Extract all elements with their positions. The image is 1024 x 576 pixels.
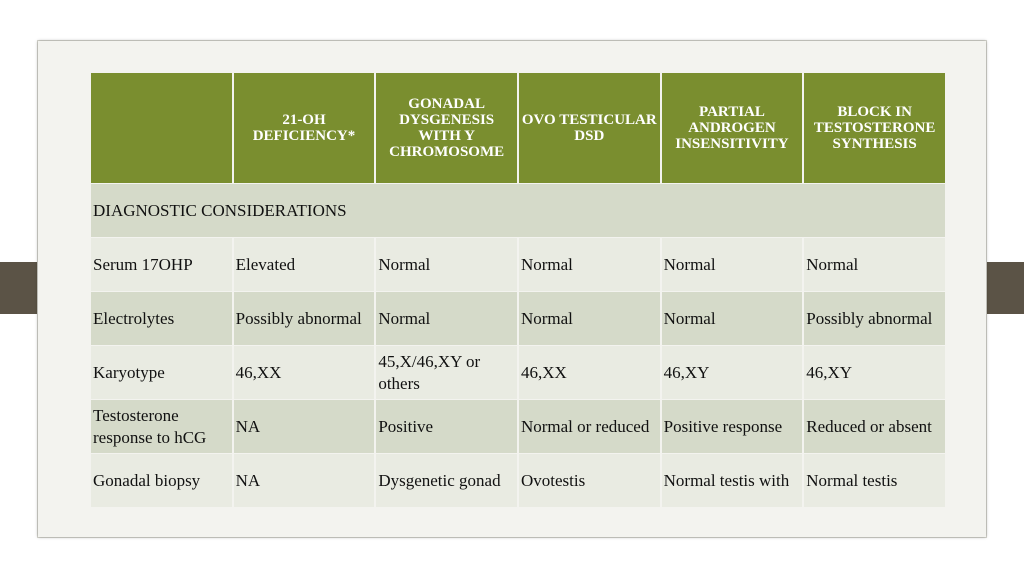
table-cell: NA bbox=[234, 400, 375, 453]
table-cell: Normal testis bbox=[804, 454, 945, 507]
table-cell: Normal bbox=[376, 238, 517, 291]
table-cell: Normal bbox=[804, 238, 945, 291]
header-block-testosterone-synthesis: BLOCK IN TESTOSTERONE SYNTHESIS bbox=[804, 73, 945, 183]
header-cell-blank bbox=[91, 73, 232, 183]
header-row bbox=[91, 73, 945, 183]
table-cell: 46,XX bbox=[519, 346, 660, 399]
header-21oh-deficiency: 21-OH DEFICIENCY* bbox=[234, 73, 375, 183]
table-cell: Normal bbox=[519, 292, 660, 345]
table-cell: Normal or reduced bbox=[519, 400, 660, 453]
section-row bbox=[91, 184, 945, 237]
header-ovotesticular-dsd: OVO TESTICULAR DSD bbox=[519, 73, 660, 183]
table-row bbox=[91, 238, 945, 291]
table-cell: 46,XX bbox=[234, 346, 375, 399]
table-cell: Possibly abnormal bbox=[234, 292, 375, 345]
table-cell: Possibly abnormal bbox=[804, 292, 945, 345]
table-cell: Normal bbox=[519, 238, 660, 291]
table-cell: 46,XY bbox=[804, 346, 945, 399]
table-cell: 46,XY bbox=[662, 346, 803, 399]
header-gonadal-dysgenesis: GONADAL DYSGENESIS WITH Y CHROMOSOME bbox=[376, 73, 517, 183]
table-row bbox=[91, 400, 945, 453]
table-cell: Positive bbox=[376, 400, 517, 453]
diagnostic-table bbox=[89, 72, 947, 508]
row-label: Gonadal biopsy bbox=[91, 454, 232, 507]
table-row bbox=[91, 346, 945, 399]
row-label: Serum 17OHP bbox=[91, 238, 232, 291]
table-cell: NA bbox=[234, 454, 375, 507]
table-cell: 45,X/46,XY or others bbox=[376, 346, 517, 399]
table-cell: Normal bbox=[662, 238, 803, 291]
table-cell: Reduced or absent bbox=[804, 400, 945, 453]
row-label: Karyotype bbox=[91, 346, 232, 399]
table-cell: Elevated bbox=[234, 238, 375, 291]
table-cell: Dysgenetic gonad bbox=[376, 454, 517, 507]
table-cell: Normal testis with bbox=[662, 454, 803, 507]
table-row bbox=[91, 292, 945, 345]
table-cell: Normal bbox=[376, 292, 517, 345]
section-title: DIAGNOSTIC CONSIDERATIONS bbox=[91, 184, 945, 237]
row-label: Testosterone response to hCG bbox=[91, 400, 232, 453]
header-partial-androgen-insensitivity: PARTIAL ANDROGEN INSENSITIVITY bbox=[662, 73, 803, 183]
table-cell: Positive response bbox=[662, 400, 803, 453]
row-label: Electrolytes bbox=[91, 292, 232, 345]
table-cell: Normal bbox=[662, 292, 803, 345]
table-cell: Ovotestis bbox=[519, 454, 660, 507]
table-row bbox=[91, 454, 945, 507]
